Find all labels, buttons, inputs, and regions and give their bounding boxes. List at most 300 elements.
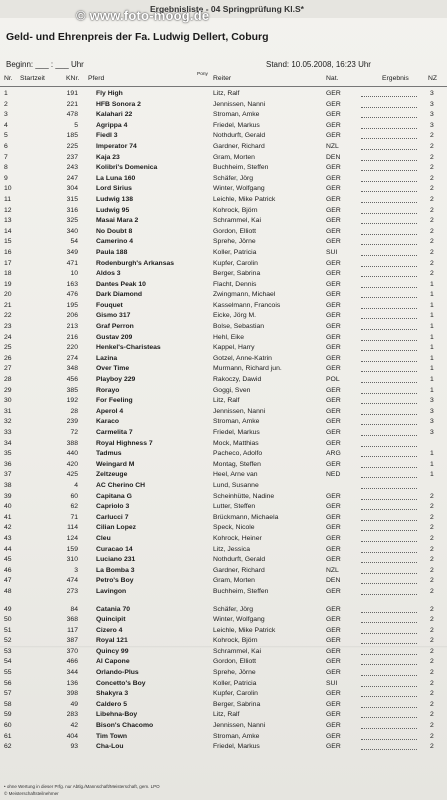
row-knr: 348 <box>66 365 78 373</box>
row-nat: GER <box>326 333 341 341</box>
row-nz: 2 <box>430 711 434 719</box>
row-nat: GER <box>326 280 341 288</box>
table-row <box>0 700 447 711</box>
row-reiter: Jennissen, Nanni <box>213 100 266 108</box>
row-reiter: Mock, Matthias <box>213 439 259 447</box>
col-pony: Pony <box>197 72 208 77</box>
row-knr: 71 <box>70 513 78 521</box>
row-pferd: Carlucci 7 <box>96 513 129 521</box>
row-nat: GER <box>326 503 341 511</box>
row-nr: 21 <box>4 301 12 309</box>
row-ergebnis-line <box>361 576 417 584</box>
table-row <box>0 142 447 153</box>
table-row <box>0 449 447 460</box>
col-nat: Nat. <box>326 75 339 82</box>
table-row <box>0 566 447 577</box>
row-reiter: Leichle, Mike Patrick <box>213 626 276 634</box>
row-pferd: Zeltzeuge <box>96 471 128 479</box>
row-knr: 5 <box>74 121 78 129</box>
row-nz: 2 <box>430 616 434 624</box>
row-nz: 3 <box>430 121 434 129</box>
row-nat: GER <box>326 132 341 140</box>
row-reiter: Litz, Ralf <box>213 397 240 405</box>
row-ergebnis-line <box>361 470 417 478</box>
row-nz: 2 <box>430 534 434 542</box>
row-knr: 344 <box>66 669 78 677</box>
row-nr: 60 <box>4 722 12 730</box>
row-nz: 3 <box>430 429 434 436</box>
row-knr: 385 <box>66 386 78 394</box>
row-pferd: Petro's Boy <box>96 577 134 585</box>
row-pferd: Henkel's-Charisteas <box>96 344 161 352</box>
row-nr: 9 <box>4 174 8 182</box>
row-nr: 34 <box>4 439 12 447</box>
row-nz: 1 <box>430 376 434 384</box>
table-row <box>0 280 447 291</box>
row-knr: 84 <box>70 605 78 613</box>
row-reiter: Zwingmann, Michael <box>213 291 276 299</box>
row-pferd: Tadmus <box>96 450 122 458</box>
row-knr: 213 <box>66 323 78 331</box>
row-reiter: Leichle, Mike Patrick <box>213 195 276 203</box>
row-ergebnis-line <box>361 689 417 697</box>
row-nat: GER <box>326 397 341 405</box>
row-knr: 225 <box>66 142 78 150</box>
row-reiter: Rakoczy, Dawid <box>213 376 262 384</box>
row-nat: GER <box>326 238 341 246</box>
row-nr: 27 <box>4 365 12 373</box>
row-reiter: Heel, Arne van <box>213 471 258 479</box>
row-pferd: Paula 188 <box>96 248 128 256</box>
row-knr: 28 <box>70 407 78 415</box>
row-pferd: Bison's Chacomo <box>96 722 154 730</box>
row-nz: 2 <box>430 647 434 655</box>
row-knr: 10 <box>70 270 78 278</box>
row-nat: GER <box>326 195 341 203</box>
row-nz: 2 <box>430 217 434 225</box>
row-knr: 349 <box>66 248 78 256</box>
row-ergebnis-line <box>361 163 417 171</box>
row-nz: 3 <box>430 407 434 415</box>
row-reiter: Koller, Patricia <box>213 679 257 687</box>
table-row <box>0 259 447 270</box>
row-pferd: Libehna-Boy <box>96 711 138 719</box>
row-knr: 247 <box>66 174 78 182</box>
row-nr: 6 <box>4 142 8 150</box>
stand-timestamp: Stand: 10.05.2008, 16:23 Uhr <box>266 60 371 69</box>
row-reiter: Nothdurft, Gerald <box>213 556 266 564</box>
row-knr: 456 <box>66 376 78 384</box>
row-ergebnis-line <box>361 545 417 553</box>
row-nr: 25 <box>4 344 12 352</box>
row-pferd: Kalahari 22 <box>96 111 133 119</box>
col-nr: Nr. <box>4 75 13 82</box>
row-nat: GER <box>326 312 341 320</box>
row-pferd: Kolibri's Domenica <box>96 164 158 172</box>
row-ergebnis-line <box>361 100 417 108</box>
row-nz: 2 <box>430 524 434 532</box>
row-ergebnis-line <box>361 290 417 298</box>
table-row <box>0 657 447 668</box>
row-reiter: Schäfer, Jörg <box>213 174 254 182</box>
row-ergebnis-line <box>361 142 417 150</box>
table-row <box>0 428 447 439</box>
row-pferd: Rorayo <box>96 386 120 394</box>
row-ergebnis-line <box>361 386 417 394</box>
row-ergebnis-line <box>361 269 417 277</box>
row-reiter: Gotzel, Anne-Katrin <box>213 354 272 362</box>
table-row <box>0 615 447 626</box>
row-pferd: Cha-Lou <box>96 743 124 751</box>
row-nr: 39 <box>4 492 12 500</box>
row-pferd: Luciano 231 <box>96 556 136 564</box>
row-reiter: Gram, Morten <box>213 153 255 161</box>
row-knr: 114 <box>67 524 78 532</box>
row-knr: 54 <box>70 238 78 246</box>
row-knr: 216 <box>66 333 78 341</box>
row-nr: 35 <box>4 450 12 458</box>
row-reiter: Friedel, Markus <box>213 121 260 129</box>
row-nz: 1 <box>430 386 434 394</box>
table-row <box>0 153 447 164</box>
row-nr: 4 <box>4 121 8 129</box>
row-knr: 62 <box>70 503 78 511</box>
row-nz: 2 <box>430 142 434 150</box>
row-nat: GER <box>326 626 341 634</box>
row-nat: GER <box>326 700 341 708</box>
table-row <box>0 269 447 280</box>
row-ergebnis-line <box>361 439 417 447</box>
row-nz: 2 <box>430 132 434 140</box>
row-nat: GER <box>326 669 341 677</box>
row-nz: 3 <box>430 111 434 119</box>
row-knr: 274 <box>66 354 78 362</box>
row-nat: GER <box>326 164 341 172</box>
row-pferd: Karaco <box>96 418 120 426</box>
row-ergebnis-line <box>361 396 417 404</box>
row-ergebnis-line <box>361 364 417 372</box>
row-nr: 58 <box>4 700 12 708</box>
row-nat: NZL <box>326 142 339 150</box>
row-nz: 2 <box>430 679 434 687</box>
row-knr: 220 <box>66 344 78 352</box>
row-reiter: Montag, Steffen <box>213 460 261 468</box>
row-ergebnis-line <box>361 679 417 687</box>
col-pferd: Pferd <box>88 75 105 82</box>
row-nz: 2 <box>430 503 434 511</box>
row-ergebnis-line <box>361 710 417 718</box>
row-nr: 50 <box>4 616 12 624</box>
row-nz: 2 <box>430 577 434 585</box>
row-knr: 340 <box>66 227 78 235</box>
row-pferd: Playboy 229 <box>96 376 136 384</box>
row-nat: GER <box>326 587 341 595</box>
row-nat: GER <box>326 711 341 719</box>
paper-fold <box>0 646 447 648</box>
row-nat: GER <box>326 407 341 415</box>
row-knr: 117 <box>67 626 78 634</box>
row-nr: 48 <box>4 587 12 595</box>
row-reiter: Lund, Susanne <box>213 481 259 489</box>
row-reiter: Gordon, Elliott <box>213 658 257 666</box>
row-nr: 47 <box>4 577 12 585</box>
row-ergebnis-line <box>361 615 417 623</box>
row-nat: GER <box>326 524 341 532</box>
row-reiter: Kohrock, Heiner <box>213 534 262 542</box>
row-reiter: Kohrock, Björn <box>213 206 258 214</box>
row-nat: GER <box>326 616 341 624</box>
row-pferd: Royal Highness 7 <box>96 439 153 447</box>
row-nz: 2 <box>430 556 434 564</box>
row-nr: 5 <box>4 132 8 140</box>
row-knr: 124 <box>66 534 78 542</box>
row-ergebnis-line <box>361 732 417 740</box>
col-knr: KNr. <box>66 75 80 82</box>
row-nr: 3 <box>4 111 8 119</box>
row-reiter: Gram, Morten <box>213 577 255 585</box>
row-knr: 273 <box>66 587 78 595</box>
table-row <box>0 576 447 587</box>
table-row <box>0 195 447 206</box>
col-startzeit: Startzeit <box>20 75 45 82</box>
row-nz: 3 <box>430 397 434 405</box>
row-nat: GER <box>326 291 341 299</box>
row-reiter: Speck, Nicole <box>213 524 255 532</box>
row-nz: 1 <box>430 312 434 320</box>
table-row <box>0 311 447 322</box>
row-nr: 41 <box>4 513 12 521</box>
table-row <box>0 163 447 174</box>
row-pferd: Aldos 3 <box>96 270 121 278</box>
row-nr: 31 <box>4 407 12 415</box>
table-row <box>0 333 447 344</box>
table-row <box>0 710 447 721</box>
col-reiter: Reiter <box>213 75 232 82</box>
row-nat: GER <box>326 439 341 447</box>
row-ergebnis-line <box>361 566 417 574</box>
col-nz: NZ <box>428 75 438 82</box>
row-pferd: HFB Sonora 2 <box>96 100 141 108</box>
row-knr: 325 <box>66 217 78 225</box>
row-nz: 1 <box>430 323 434 331</box>
row-pferd: La Bomba 3 <box>96 566 135 574</box>
row-nat: NED <box>326 471 341 479</box>
table-row <box>0 721 447 732</box>
row-nz: 2 <box>430 492 434 500</box>
footer-note: • ohne Wertung in dieser Prfg. nur Abtlg./Mannschaft/Meisterschaft, gem. LPO <box>4 784 160 789</box>
row-nz: 2 <box>430 206 434 214</box>
row-pferd: Cleu <box>96 534 111 542</box>
row-nz: 1 <box>430 471 434 479</box>
row-knr: 466 <box>66 658 78 666</box>
row-knr: 72 <box>70 429 78 436</box>
row-nz: 2 <box>430 743 434 751</box>
row-pferd: Cilian Lopez <box>96 524 137 532</box>
row-reiter: Goggi, Sven <box>213 386 251 394</box>
row-nr: 54 <box>4 658 12 666</box>
row-nr: 45 <box>4 556 12 564</box>
row-nat: GER <box>326 534 341 542</box>
row-nr: 62 <box>4 743 12 751</box>
row-pferd: Ludwig 138 <box>96 195 134 203</box>
row-nr: 38 <box>4 481 12 489</box>
row-ergebnis-line <box>361 460 417 468</box>
row-nr: 10 <box>4 185 12 193</box>
row-nat: GER <box>326 386 341 394</box>
row-nz: 1 <box>430 291 434 299</box>
row-pferd: Quincy 99 <box>96 647 129 655</box>
row-nat: GER <box>326 301 341 309</box>
row-reiter: Jennissen, Nanni <box>213 407 266 415</box>
row-nr: 44 <box>4 545 12 553</box>
row-pferd: Graf Perron <box>96 323 134 331</box>
row-nz: 2 <box>430 722 434 730</box>
row-nat: GER <box>326 429 341 436</box>
row-nz: 2 <box>430 238 434 246</box>
row-pferd: Tim Town <box>96 732 128 740</box>
row-nr: 28 <box>4 376 12 384</box>
row-pferd: Dantes Peak 10 <box>96 280 146 288</box>
row-pferd: Gustav 209 <box>96 333 133 341</box>
row-nat: GER <box>326 647 341 655</box>
row-ergebnis-line <box>361 587 417 595</box>
row-pferd: Curacao 14 <box>96 545 133 553</box>
row-nr: 8 <box>4 164 8 172</box>
row-reiter: Schäfer, Jörg <box>213 605 254 613</box>
row-nat: SUI <box>326 679 338 687</box>
row-ergebnis-line <box>361 449 417 457</box>
row-nz: 1 <box>430 301 434 309</box>
row-ergebnis-line <box>361 301 417 309</box>
row-pferd: Capriolo 3 <box>96 503 130 511</box>
row-nz: 2 <box>430 153 434 161</box>
row-reiter: Kupfer, Carolin <box>213 259 258 267</box>
row-ergebnis-line <box>361 216 417 224</box>
row-nz: 2 <box>430 587 434 595</box>
row-knr: 370 <box>66 647 78 655</box>
row-knr: 185 <box>66 132 78 140</box>
row-nz: 2 <box>430 513 434 521</box>
row-ergebnis-line <box>361 534 417 542</box>
row-pferd: Quincipit <box>96 616 126 624</box>
row-reiter: Sprehe, Jörne <box>213 238 256 246</box>
table-row <box>0 587 447 598</box>
row-pferd: For Feeling <box>96 397 133 405</box>
table-row <box>0 375 447 386</box>
row-nr: 52 <box>4 637 12 645</box>
table-row <box>0 227 447 238</box>
class-line: Ergebnisliste - 04 Springprüfung Kl.S* <box>150 4 304 14</box>
row-knr: 304 <box>66 185 78 193</box>
row-ergebnis-line <box>361 311 417 319</box>
row-knr: 478 <box>66 111 78 119</box>
row-pferd: Orlando-Plus <box>96 669 139 677</box>
row-nr: 61 <box>4 732 12 740</box>
row-pferd: Fiedl 3 <box>96 132 118 140</box>
table-row <box>0 131 447 142</box>
row-ergebnis-line <box>361 513 417 521</box>
page-title: Geld- und Ehrenpreis der Fa. Ludwig Dellert, Coburg <box>6 31 269 43</box>
row-ergebnis-line <box>361 280 417 288</box>
table-row <box>0 679 447 690</box>
row-knr: 93 <box>70 743 78 751</box>
row-pferd: Cizero 4 <box>96 626 123 634</box>
row-reiter: Flacht, Dennis <box>213 280 257 288</box>
row-nr: 20 <box>4 291 12 299</box>
row-nz: 3 <box>430 418 434 426</box>
begin-time: Beginn: ___ : ___ Uhr <box>6 60 84 69</box>
column-header <box>0 74 447 87</box>
row-knr: 49 <box>70 700 78 708</box>
row-knr: 398 <box>66 690 78 698</box>
row-nz: 2 <box>430 227 434 235</box>
row-nz: 2 <box>430 195 434 203</box>
row-reiter: Berger, Sabrina <box>213 700 261 708</box>
table-row <box>0 481 447 492</box>
row-nr: 56 <box>4 679 12 687</box>
row-pferd: Lord Sirius <box>96 185 132 193</box>
row-nr: 14 <box>4 227 12 235</box>
row-nz: 1 <box>430 450 434 458</box>
row-nat: SUI <box>326 248 338 256</box>
row-reiter: Brückmann, Michaela <box>213 513 279 521</box>
row-reiter: Schrammel, Kai <box>213 647 261 655</box>
table-row <box>0 184 447 195</box>
row-nr: 24 <box>4 333 12 341</box>
row-nz: 2 <box>430 270 434 278</box>
table-row <box>0 460 447 471</box>
row-ergebnis-line <box>361 742 417 750</box>
row-ergebnis-line <box>361 237 417 245</box>
row-nat: GER <box>326 732 341 740</box>
row-nz: 2 <box>430 566 434 574</box>
row-nr: 16 <box>4 248 12 256</box>
row-reiter: Jennissen, Nanni <box>213 722 266 730</box>
row-nr: 37 <box>4 471 12 479</box>
row-ergebnis-line <box>361 492 417 500</box>
row-reiter: Murmann, Richard jun. <box>213 365 282 373</box>
row-pferd: Al Capone <box>96 658 130 666</box>
row-nat: GER <box>326 492 341 500</box>
row-nat: GER <box>326 323 341 331</box>
row-nat: GER <box>326 545 341 553</box>
row-nat: GER <box>326 722 341 730</box>
row-knr: 316 <box>66 206 78 214</box>
row-knr: 191 <box>66 90 78 97</box>
row-ergebnis-line <box>361 721 417 729</box>
row-nat: GER <box>326 365 341 373</box>
row-nat: GER <box>326 605 341 613</box>
table-row <box>0 89 447 100</box>
row-nat: DEN <box>326 153 341 161</box>
row-nr: 2 <box>4 100 8 108</box>
row-pferd: Rodenburgh's Arkansas <box>96 259 175 267</box>
row-nr: 19 <box>4 280 12 288</box>
row-pferd: Fly High <box>96 90 123 97</box>
row-nz: 1 <box>430 280 434 288</box>
row-reiter: Eicke, Jörg M. <box>213 312 257 320</box>
table-row <box>0 689 447 700</box>
row-ergebnis-line <box>361 259 417 267</box>
row-reiter: Kupfer, Carolin <box>213 690 258 698</box>
row-knr: 420 <box>66 460 78 468</box>
row-nz: 1 <box>430 344 434 352</box>
row-reiter: Sprehe, Jörne <box>213 669 256 677</box>
table-row <box>0 647 447 658</box>
row-knr: 368 <box>66 616 78 624</box>
row-ergebnis-line <box>361 428 417 436</box>
table-row <box>0 439 447 450</box>
